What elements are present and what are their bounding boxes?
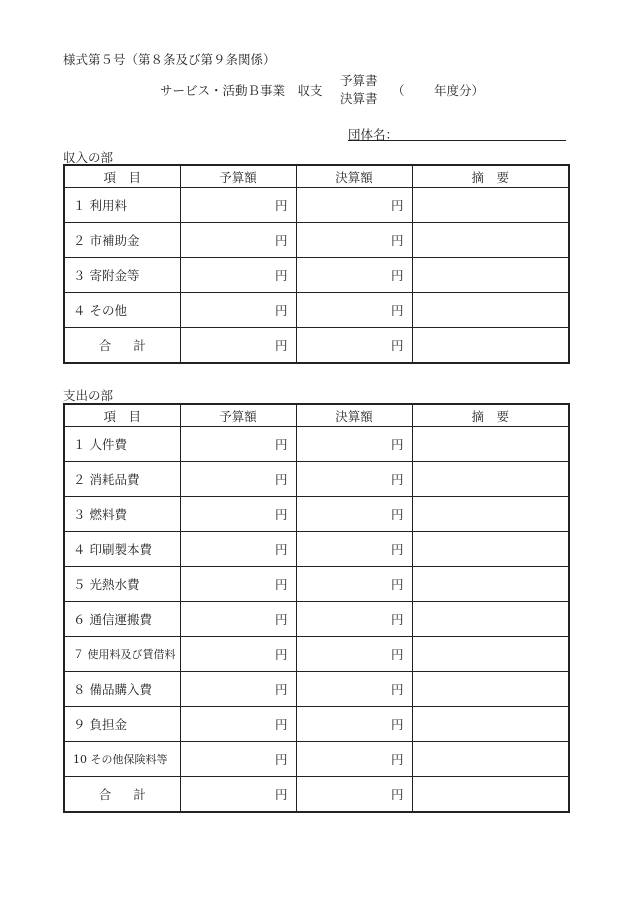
- item-label: ４ その他: [64, 293, 180, 328]
- actual-amount-cell[interactable]: 円: [296, 602, 412, 637]
- note-cell[interactable]: [412, 497, 569, 532]
- header-budget: 予算額: [180, 165, 296, 188]
- actual-amount-cell[interactable]: 円: [296, 567, 412, 602]
- header-note: 摘 要: [412, 165, 569, 188]
- budget-amount-cell[interactable]: 円: [180, 672, 296, 707]
- title-year: 年度分）: [434, 83, 485, 98]
- actual-amount-cell[interactable]: 円: [296, 293, 412, 328]
- form-number: 様式第５号（第８条及び第９条関係）: [63, 52, 276, 67]
- item-label: ７ 使用料及び賃借料: [64, 637, 180, 672]
- title-settlement: 決算書: [340, 91, 378, 106]
- actual-amount-cell[interactable]: 円: [296, 462, 412, 497]
- item-label: ３ 寄附金等: [64, 258, 180, 293]
- actual-amount-cell[interactable]: 円: [296, 497, 412, 532]
- table-header-row: [64, 404, 569, 427]
- actual-amount-cell[interactable]: 円: [296, 777, 412, 813]
- budget-amount-cell[interactable]: 円: [180, 258, 296, 293]
- table-row: [64, 637, 569, 672]
- budget-amount-cell[interactable]: 円: [180, 567, 296, 602]
- table-row: [64, 567, 569, 602]
- note-cell[interactable]: [412, 567, 569, 602]
- budget-amount-cell[interactable]: 円: [180, 223, 296, 258]
- budget-amount-cell[interactable]: 円: [180, 742, 296, 777]
- budget-amount-cell[interactable]: 円: [180, 532, 296, 567]
- title-budget: 予算書: [340, 73, 378, 88]
- budget-amount-cell[interactable]: 円: [180, 497, 296, 532]
- organization-label: 団体名：: [348, 127, 399, 142]
- note-cell[interactable]: [412, 188, 569, 223]
- total-row: [64, 328, 569, 364]
- total-label: 合計: [64, 777, 180, 813]
- note-cell[interactable]: [412, 742, 569, 777]
- expense-table: [63, 403, 570, 813]
- income-table: [63, 164, 570, 364]
- budget-amount-cell[interactable]: 円: [180, 293, 296, 328]
- table-row: [64, 427, 569, 462]
- expense-section-label: 支出の部: [63, 388, 114, 403]
- actual-amount-cell[interactable]: 円: [296, 637, 412, 672]
- organization-name-field[interactable]: [348, 125, 566, 141]
- actual-amount-cell[interactable]: 円: [296, 188, 412, 223]
- header-note: 摘 要: [412, 404, 569, 427]
- budget-amount-cell[interactable]: 円: [180, 602, 296, 637]
- table-row: [64, 223, 569, 258]
- header-actual: 決算額: [296, 165, 412, 188]
- table-row: [64, 293, 569, 328]
- item-label: ２ 消耗品費: [64, 462, 180, 497]
- table-row: [64, 532, 569, 567]
- income-section-label: 収入の部: [63, 150, 114, 165]
- budget-amount-cell[interactable]: 円: [180, 637, 296, 672]
- note-cell[interactable]: [412, 672, 569, 707]
- actual-amount-cell[interactable]: 円: [296, 328, 412, 364]
- document-title: [160, 72, 560, 108]
- header-item: 項 目: [64, 165, 180, 188]
- item-label: １ 人件費: [64, 427, 180, 462]
- note-cell[interactable]: [412, 637, 569, 672]
- actual-amount-cell[interactable]: 円: [296, 742, 412, 777]
- budget-amount-cell[interactable]: 円: [180, 777, 296, 813]
- item-label: ２ 市補助金: [64, 223, 180, 258]
- note-cell[interactable]: [412, 258, 569, 293]
- title-type-stack: [340, 72, 378, 108]
- table-row: [64, 188, 569, 223]
- note-cell[interactable]: [412, 777, 569, 813]
- note-cell[interactable]: [412, 293, 569, 328]
- note-cell[interactable]: [412, 707, 569, 742]
- table-row: [64, 742, 569, 777]
- budget-amount-cell[interactable]: 円: [180, 188, 296, 223]
- header-item: 項 目: [64, 404, 180, 427]
- title-paren: （: [392, 83, 405, 98]
- note-cell[interactable]: [412, 328, 569, 364]
- actual-amount-cell[interactable]: 円: [296, 427, 412, 462]
- item-label: ６ 通信運搬費: [64, 602, 180, 637]
- note-cell[interactable]: [412, 462, 569, 497]
- note-cell[interactable]: [412, 532, 569, 567]
- note-cell[interactable]: [412, 427, 569, 462]
- title-main: サービス・活動Ｂ事業 収支: [160, 83, 323, 98]
- table-row: [64, 258, 569, 293]
- table-header-row: [64, 165, 569, 188]
- item-label: １ 利用料: [64, 188, 180, 223]
- table-row: [64, 497, 569, 532]
- note-cell[interactable]: [412, 223, 569, 258]
- budget-amount-cell[interactable]: 円: [180, 707, 296, 742]
- item-label: ９ 負担金: [64, 707, 180, 742]
- total-label: 合計: [64, 328, 180, 364]
- item-label: ５ 光熱水費: [64, 567, 180, 602]
- item-label: ３ 燃料費: [64, 497, 180, 532]
- note-cell[interactable]: [412, 602, 569, 637]
- actual-amount-cell[interactable]: 円: [296, 258, 412, 293]
- table-row: [64, 462, 569, 497]
- table-row: [64, 602, 569, 637]
- item-label: ４ 印刷製本費: [64, 532, 180, 567]
- header-actual: 決算額: [296, 404, 412, 427]
- item-label: 10 その他保険料等: [64, 742, 180, 777]
- actual-amount-cell[interactable]: 円: [296, 672, 412, 707]
- budget-amount-cell[interactable]: 円: [180, 462, 296, 497]
- actual-amount-cell[interactable]: 円: [296, 707, 412, 742]
- actual-amount-cell[interactable]: 円: [296, 223, 412, 258]
- actual-amount-cell[interactable]: 円: [296, 532, 412, 567]
- table-row: [64, 672, 569, 707]
- header-budget: 予算額: [180, 404, 296, 427]
- budget-amount-cell[interactable]: 円: [180, 328, 296, 364]
- table-row: [64, 707, 569, 742]
- total-row: [64, 777, 569, 813]
- item-label: ８ 備品購入費: [64, 672, 180, 707]
- budget-amount-cell[interactable]: 円: [180, 427, 296, 462]
